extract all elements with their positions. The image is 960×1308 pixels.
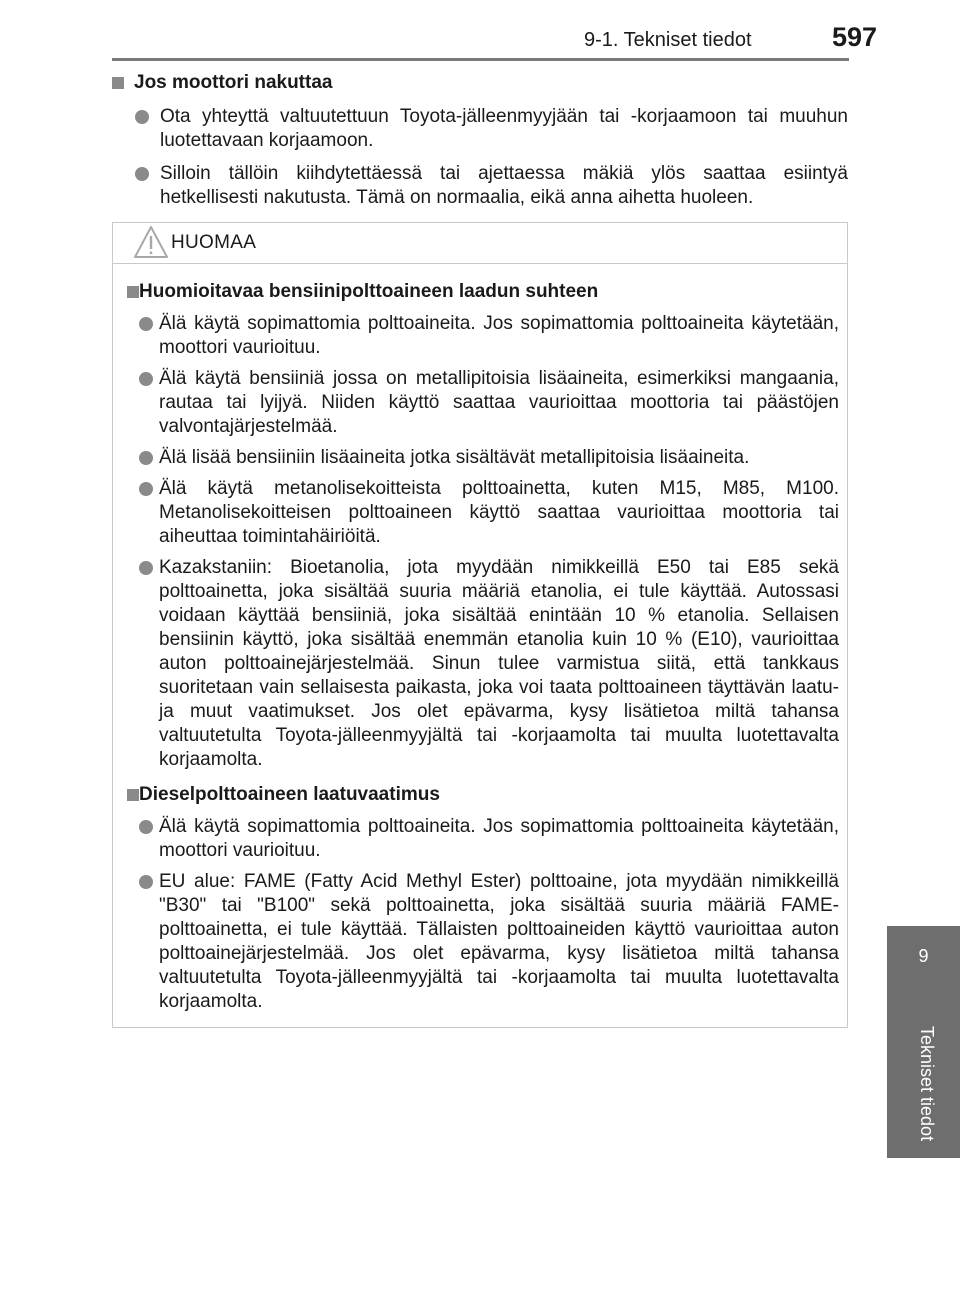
- circle-bullet-icon: [139, 317, 153, 331]
- chapter-number: 9: [918, 946, 929, 966]
- notice-header: [113, 223, 847, 264]
- list-item: [126, 105, 848, 153]
- circle-bullet-icon: [139, 482, 153, 496]
- bullet-list: [127, 815, 839, 1014]
- section-title: 9-1. Tekniset tiedot: [584, 29, 752, 51]
- circle-bullet-icon: [135, 110, 149, 124]
- warning-triangle-icon: [133, 225, 169, 259]
- notice-section-gasoline: [127, 279, 839, 772]
- header-divider: [112, 58, 849, 61]
- list-item: [127, 815, 839, 863]
- list-item-text: Ota yhteyttä valtuutettuun Toyota-jälleenmyyjään tai -korjaamoon tai muuhun luotettavaan korjaamoon.: [160, 106, 848, 151]
- list-item: [127, 477, 839, 549]
- bullet-list: [127, 312, 839, 772]
- list-item-text: EU alue: FAME (Fatty Acid Methyl Ester) polttoaine, jota myydään nimikkeillä "B30" tai "B100" sekä polttoainetta, joka sisältää suuria määriä FAME-polttoainetta, ei tule käyttää. Tällaisten polttoaineiden käyttö vaurioittaa auton polttoainejärjestelmää. Jos olet epävarma, kysy lisätietoa miltä tahansa valtuutetulta Toyota-jälleenmyyjältä tai -korjaamolta tai muulta luotettavalta korjaamolta.: [159, 871, 839, 1012]
- section-heading: [127, 279, 839, 305]
- list-item: [127, 446, 839, 470]
- list-item-text: Älä käytä metanolisekoitteista polttoainetta, kuten M15, M85, M100. Metanolisekoitteisen polttoaineen käyttö saattaa vaurioittaa moottoria tai aiheuttaa toimintahäiriöitä.: [159, 478, 839, 547]
- notice-box: [112, 222, 848, 1028]
- notice-body: [127, 279, 839, 1024]
- section-heading-text: Huomioitavaa bensiinipolttoaineen laadun suhteen: [139, 281, 599, 302]
- section-heading-text: Dieselpolttoaineen laatuvaatimus: [139, 784, 440, 805]
- page-number: 597: [832, 22, 878, 52]
- square-bullet-icon: [127, 789, 139, 801]
- list-item-text: Kazakstaniin: Bioetanolia, jota myydään nimikkeillä E50 tai E85 sekä polttoainetta, joka sisältää suuria määriä etanolia, ei tule käyttää. Autossasi voidaan käyttää bensiiniä, joka sisältää enintään 10 % etanolia. Sellaisen bensiinin käyttö, joka sisältää enemmän etanolia kuin 10 % (E10), vaurioittaa auton polttoainejärjestelmää. Sinun tulee varmistua siitä, että tankkaus suoritetaan vain sellaisesta paikasta, joka voi taata polttoaineen täyttävän laatu- ja muut vaatimukset. Jos olet epävarma, kysy lisätietoa miltä tahansa valtuutetulta Toyota-jälleenmyyjältä tai -korjaamolta tai muulta luotettavalta korjaamolta.: [159, 557, 839, 770]
- notice-section-diesel: [127, 782, 839, 1014]
- circle-bullet-icon: [139, 372, 153, 386]
- section-heading: [127, 782, 839, 808]
- circle-bullet-icon: [139, 451, 153, 465]
- page-header: [0, 0, 960, 60]
- bullet-list: [126, 105, 848, 210]
- list-item: [126, 162, 848, 210]
- circle-bullet-icon: [139, 820, 153, 834]
- list-item: [127, 367, 839, 439]
- section-heading: [126, 70, 848, 96]
- list-item: [127, 312, 839, 360]
- chapter-label: Tekniset tiedot: [917, 1026, 937, 1142]
- circle-bullet-icon: [135, 167, 149, 181]
- list-item-text: Älä lisää bensiiniin lisäaineita jotka sisältävät metallipitoisia lisäaineita.: [159, 447, 750, 468]
- chapter-side-tab: [887, 926, 960, 1158]
- list-item-text: Älä käytä sopimattomia polttoaineita. Jos sopimattomia polttoaineita käytetään, moottori vaurioituu.: [159, 313, 839, 358]
- section-heading-text: Jos moottori nakuttaa: [134, 72, 333, 93]
- circle-bullet-icon: [139, 875, 153, 889]
- list-item-text: Älä käytä bensiiniä jossa on metallipitoisia lisäaineita, esimerkiksi mangaania, rautaa tai lyijyä. Niiden käyttö saattaa vaurioittaa moottoria tai päästöjen valvontajärjestelmää.: [159, 368, 839, 437]
- square-bullet-icon: [112, 77, 124, 89]
- square-bullet-icon: [127, 286, 139, 298]
- circle-bullet-icon: [139, 561, 153, 575]
- list-item-text: Silloin tällöin kiihdytettäessä tai ajettaessa mäkiä ylös saattaa esiintyä hetkellisesti nakutusta. Tämä on normaalia, eikä anna aihetta huoleen.: [160, 163, 848, 208]
- notice-label: HUOMAA: [171, 232, 257, 253]
- list-item: [127, 556, 839, 772]
- list-item-text: Älä käytä sopimattomia polttoaineita. Jos sopimattomia polttoaineita käytetään, moottori vaurioituu.: [159, 816, 839, 861]
- intro-section: [126, 70, 848, 210]
- list-item: [127, 870, 839, 1014]
